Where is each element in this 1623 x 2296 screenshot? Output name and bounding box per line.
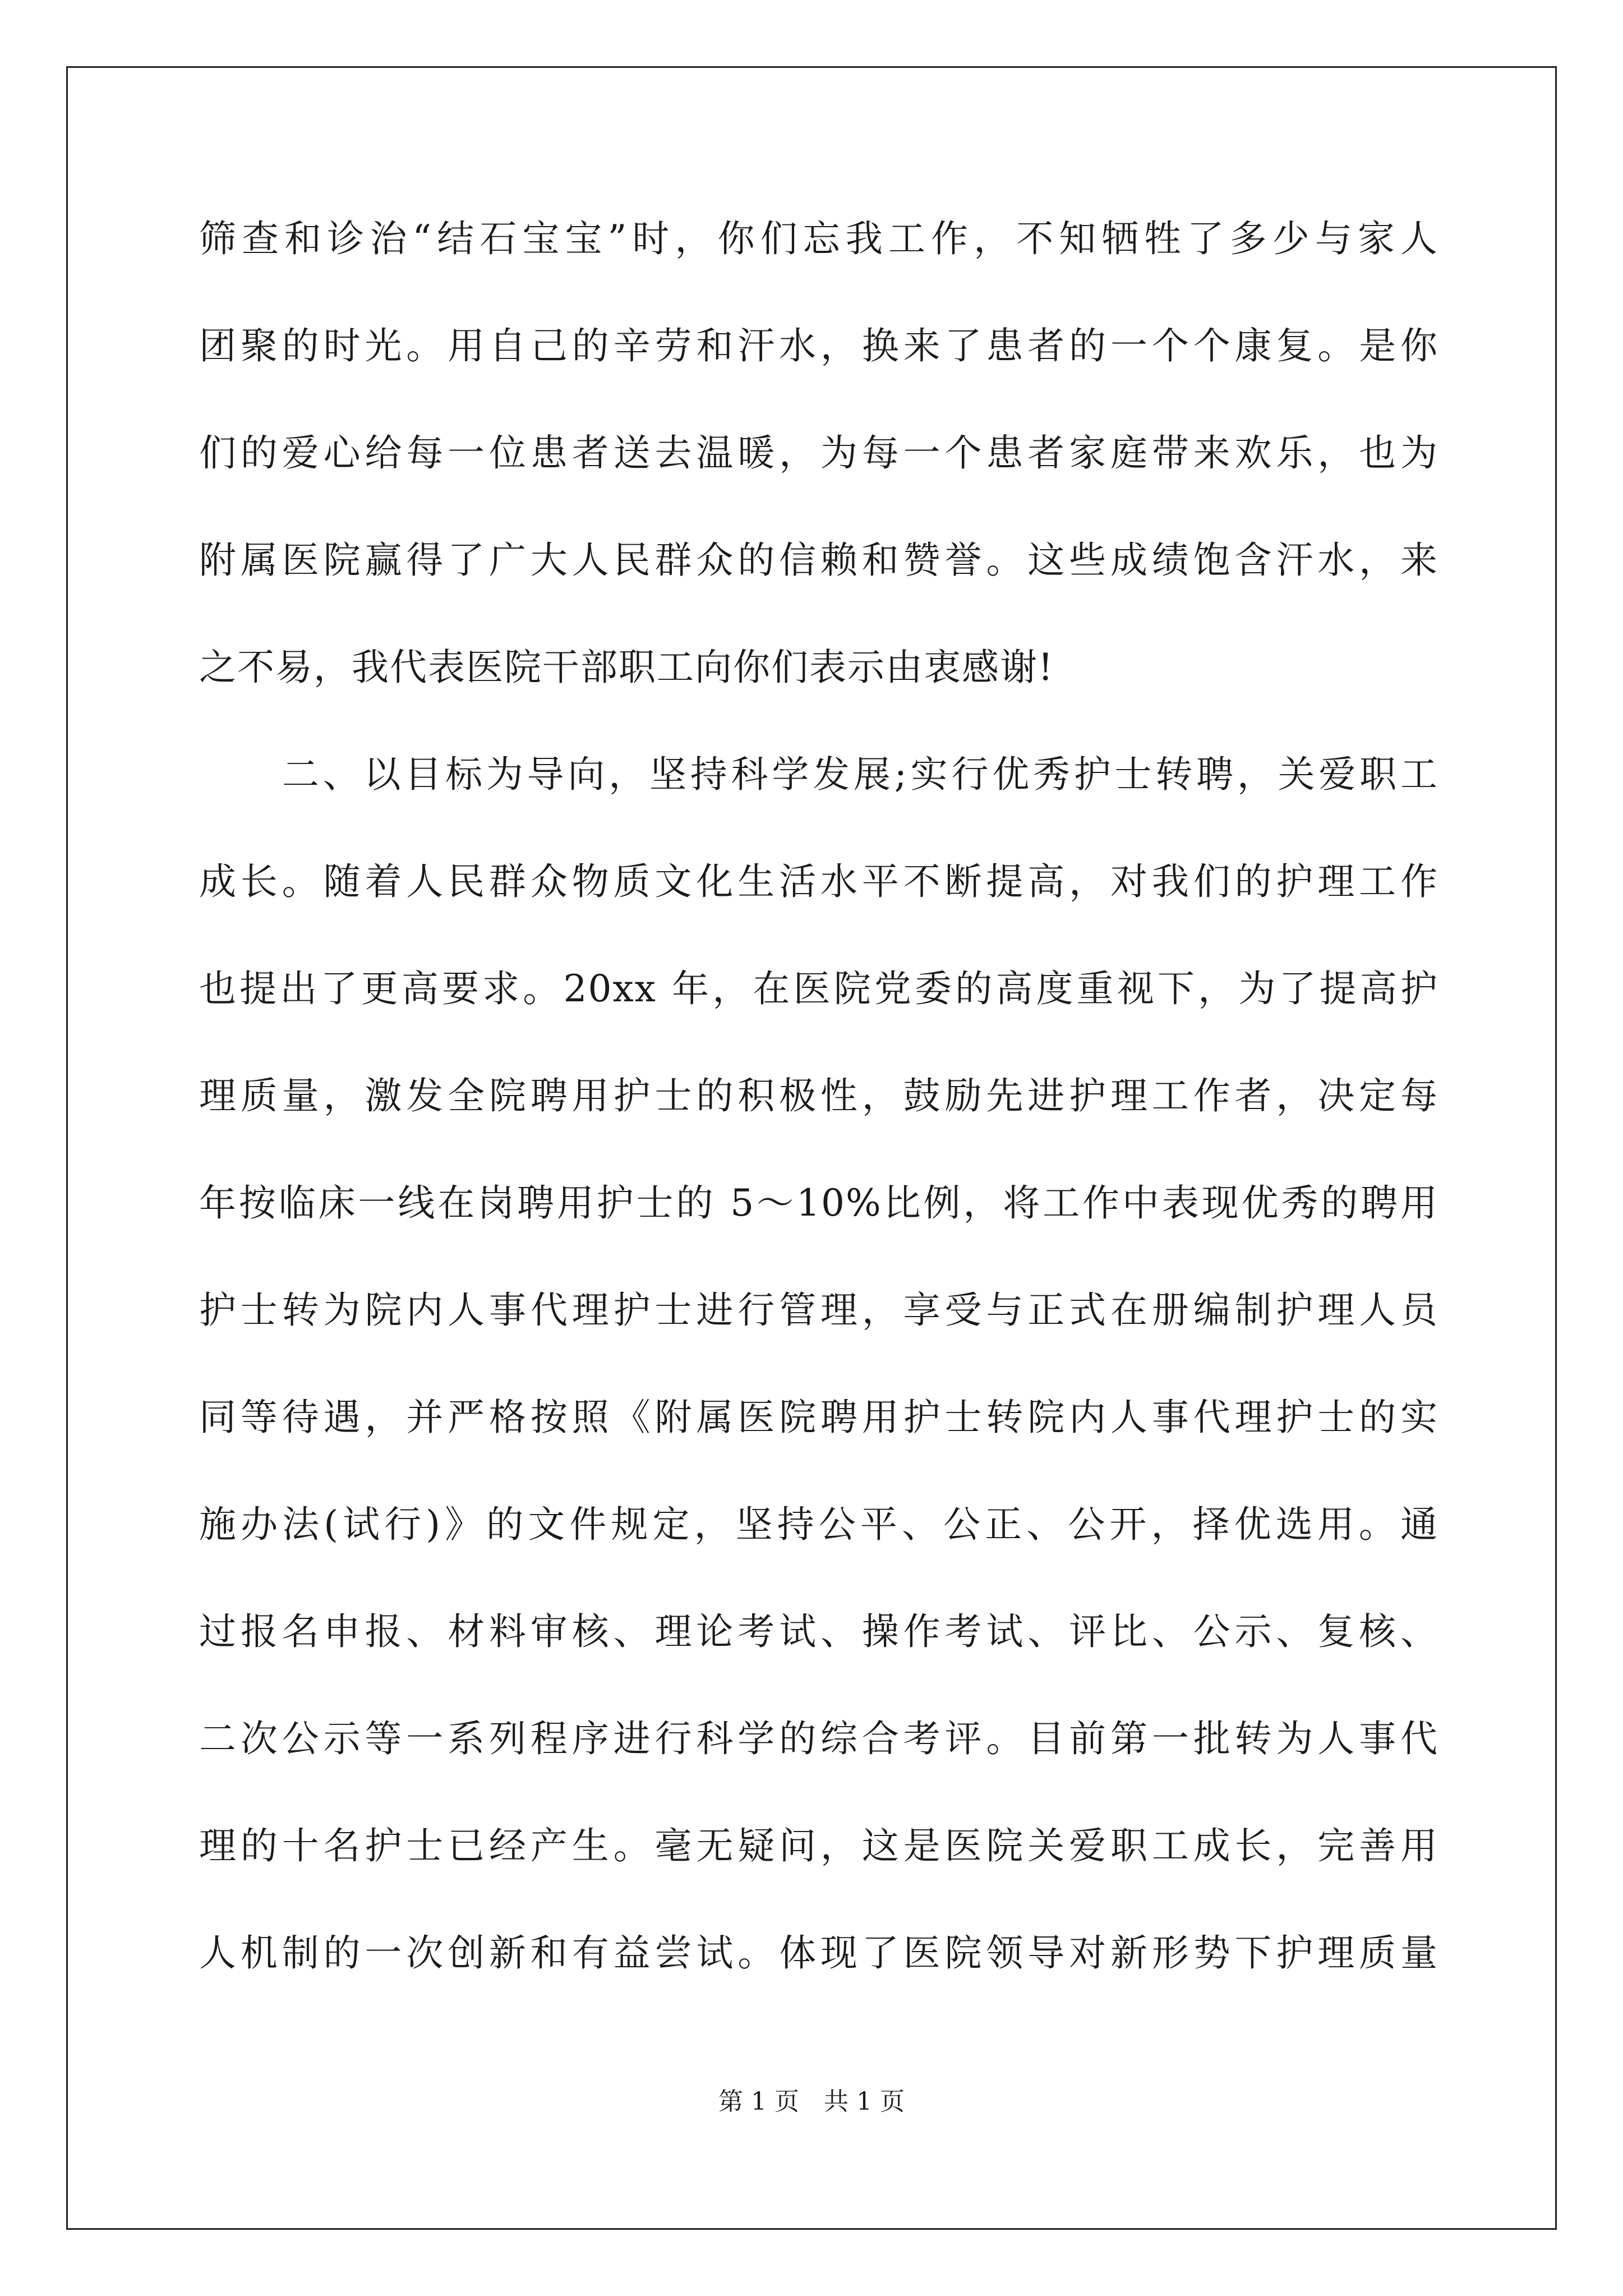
text-line: 团聚的时光。用自己的辛劳和汗水，换来了患者的一个个康复。是你 — [199, 324, 1438, 367]
text-line: 二次公示等一系列程序进行科学的综合考评。目前第一批转为人事代 — [199, 1717, 1438, 1760]
text-line: 成长。随着人民群众物质文化生活水平不断提高，对我们的护理工作 — [199, 860, 1438, 903]
text-line: 过报名申报、材料审核、理论考试、操作考试、评比、公示、复核、 — [199, 1610, 1438, 1653]
text-line: 也提出了更高要求。20xx 年，在医院党委的高度重视下，为了提高护 — [199, 967, 1438, 1010]
document-body — [199, 185, 1438, 2007]
text-line: 同等待遇，并严格按照《附属医院聘用护士转院内人事代理护士的实 — [199, 1396, 1438, 1439]
text-line-paragraph-start: 二、以目标为导向，坚持科学发展;实行优秀护士转聘，关爱职工 — [282, 753, 1438, 796]
text-line: 理质量，激发全院聘用护士的积极性，鼓励先进护理工作者，决定每 — [199, 1074, 1438, 1117]
page-number-footer: 第 1 页 共 1 页 — [718, 2087, 905, 2116]
text-line-paragraph-end: 之不易，我代表医院干部职工向你们表示由衷感谢! — [199, 646, 1054, 689]
text-line: 施办法(试行)》的文件规定，坚持公平、公正、公开，择优选用。通 — [199, 1503, 1438, 1546]
text-line: 筛查和诊治“结石宝宝”时，你们忘我工作，不知牺牲了多少与家人 — [199, 217, 1438, 260]
text-line: 理的十名护士已经产生。毫无疑问，这是医院关爱职工成长，完善用 — [199, 1824, 1438, 1867]
text-line: 护士转为院内人事代理护士进行管理，享受与正式在册编制护理人员 — [199, 1289, 1438, 1332]
text-line: 人机制的一次创新和有益尝试。体现了医院领导对新形势下护理质量 — [199, 1931, 1438, 1975]
text-line: 们的爱心给每一位患者送去温暖，为每一个患者家庭带来欢乐，也为 — [199, 431, 1438, 475]
text-line: 年按临床一线在岗聘用护士的 5～10%比例，将工作中表现优秀的聘用 — [199, 1181, 1438, 1225]
text-line: 附属医院赢得了广大人民群众的信赖和赞誉。这些成绩饱含汗水，来 — [199, 539, 1438, 582]
